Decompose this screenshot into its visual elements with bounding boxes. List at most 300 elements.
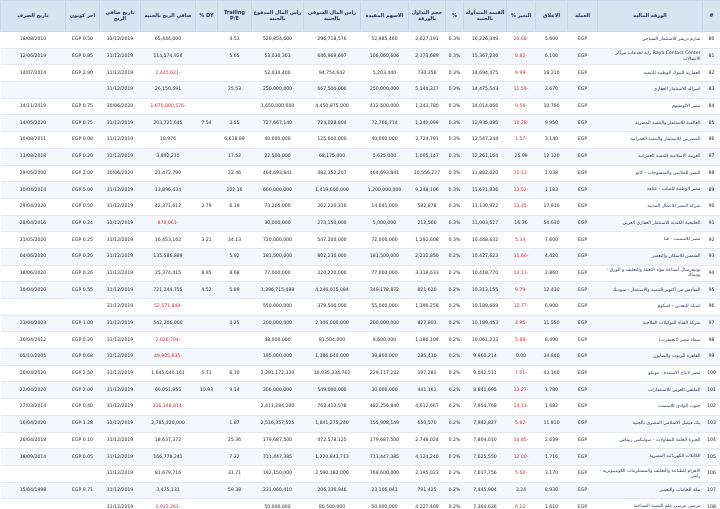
column-header[interactable]: اخر كوبون <box>66 1 100 32</box>
table-cell: EGP 0.55 <box>66 282 100 299</box>
table-cell: 91 <box>703 215 720 232</box>
security-name-cell: الملتقي العربي للاستثمارات <box>598 382 703 399</box>
column-header[interactable]: DY % <box>196 1 218 32</box>
column-header[interactable]: حجم التداول بالورقة <box>409 1 446 32</box>
table-cell: 0.3% <box>446 48 464 65</box>
table-cell: 179,687,500 <box>252 432 304 449</box>
table-cell: -13.35 <box>507 198 536 215</box>
table-cell: -13.52 <box>507 182 536 199</box>
table-cell: -49,905,835 <box>141 349 196 366</box>
table-cell: EGP 0.25 <box>66 232 100 249</box>
table-cell: EGP <box>568 248 598 265</box>
table-cell: 16,453,162 <box>141 232 196 249</box>
table-row[interactable] <box>1 332 720 349</box>
table-cell: 10,061,233 <box>464 332 507 349</box>
table-cell: 10,189,669 <box>464 299 507 316</box>
table-cell: 1,390,258 <box>409 299 446 316</box>
table-cell: 0.2% <box>446 265 464 282</box>
table-row[interactable] <box>1 265 720 282</box>
table-cell: 26,150,591 <box>141 82 196 99</box>
table-cell: 25.53 <box>218 82 252 99</box>
table-cell: 1.682 <box>536 399 568 416</box>
table-cell: -12.00 <box>507 449 536 466</box>
table-cell: EGP <box>568 299 598 316</box>
security-name-cell: الشمس للاسكان والتعمير <box>598 248 703 265</box>
table-cell: 547,200,000 <box>304 232 361 249</box>
table-cell: 2,306,000,000 <box>304 315 361 332</box>
table-row[interactable] <box>1 465 720 482</box>
table-cell: 55,000,000 <box>361 299 409 316</box>
table-cell: 31/12/2019 <box>100 415 141 432</box>
table-cell: 102 <box>703 399 720 416</box>
table-cell: 3.55 <box>218 115 252 132</box>
table-cell: 8.95 <box>196 265 218 282</box>
table-cell <box>218 65 252 82</box>
table-cell: 31/12/2019 <box>100 65 141 82</box>
table-cell: 197,281 <box>409 365 446 382</box>
table-cell: 0.2% <box>446 332 464 349</box>
table-cell: 1,645,040,161 <box>141 365 196 382</box>
table-cell: 4.25 <box>218 315 252 332</box>
table-cell: 52,985,460 <box>361 32 409 49</box>
table-cell: 12/06/2019 <box>1 48 66 65</box>
table-cell: 3,475,131 <box>141 482 196 499</box>
security-name-cell: بنك فيصل الاسلامي المصري بالجنيه <box>598 415 703 432</box>
table-cell: EGP <box>568 98 598 115</box>
table-cell: 90 <box>703 198 720 215</box>
table-row[interactable] <box>1 148 720 165</box>
table-cell: 10/08/2011 <box>1 132 66 149</box>
table-cell: 107 <box>703 482 720 499</box>
table-cell: 105 <box>703 449 720 466</box>
table-cell: EGP 0.40 <box>66 399 100 416</box>
table-cell: 30,000,000 <box>252 215 304 232</box>
table-row[interactable] <box>1 98 720 115</box>
table-cell: 0.3% <box>446 132 464 149</box>
table-cell: 3.21 <box>196 232 218 249</box>
table-cell: 0.2% <box>446 315 464 332</box>
table-cell: 16,226,349 <box>464 32 507 49</box>
table-cell: 667,500,000 <box>304 82 361 99</box>
table-cell: 3,318,633 <box>409 265 446 282</box>
table-cell: 96 <box>703 299 720 316</box>
table-cell: 3.140 <box>536 132 568 149</box>
table-cell: 0.3% <box>446 165 464 182</box>
table-cell: 14/11/2019 <box>1 98 66 115</box>
table-cell: 472,578,125 <box>304 432 361 449</box>
table-cell: EGP <box>568 182 598 199</box>
table-cell: 464,693,841 <box>361 165 409 182</box>
table-cell: 262,220,310 <box>304 198 361 215</box>
table-cell: 0.00 <box>507 349 536 366</box>
table-cell: 21,472,790 <box>141 165 196 182</box>
table-cell: 10,313,155 <box>464 282 507 299</box>
table-cell: 9,600,000 <box>361 332 409 349</box>
table-cell: -316,348,814 <box>141 399 196 416</box>
table-cell: 379,500,000 <box>304 299 361 316</box>
table-cell: -14.11 <box>507 399 536 416</box>
table-cell: 2.860 <box>536 265 568 282</box>
table-cell: 0.3% <box>446 215 464 232</box>
table-cell: 7.32 <box>218 449 252 466</box>
table-cell: 5.71 <box>196 365 218 382</box>
table-row[interactable] <box>1 32 720 49</box>
table-cell <box>218 399 252 416</box>
table-cell: EGP 0.50 <box>66 32 100 49</box>
table-cell: 14/07/2014 <box>1 65 66 82</box>
table-cell: 768,600,000 <box>361 465 409 482</box>
table-cell: 31/12/2019 <box>100 32 141 49</box>
column-header[interactable]: الورقة المالية <box>598 1 703 32</box>
table-cell: 1,240,099 <box>409 115 446 132</box>
security-name-cell: العالمية للاستثمار والتنمية المصرية <box>598 115 703 132</box>
table-cell: 103 <box>703 415 720 432</box>
table-cell: -5.82 <box>507 415 536 432</box>
table-cell: 9,960,214 <box>464 349 507 366</box>
table-cell: 14,475,543 <box>464 82 507 99</box>
table-cell: 31/12/2019 <box>100 82 141 99</box>
table-row[interactable] <box>1 449 720 466</box>
table-cell: 0.3% <box>446 182 464 199</box>
table-cell: EGP <box>568 148 598 165</box>
column-header[interactable]: القيمة المتداولة بالجنيه <box>464 1 507 32</box>
table-row[interactable] <box>1 399 720 416</box>
table-cell: 101 <box>703 382 720 399</box>
table-cell: EGP <box>568 465 598 482</box>
table-cell: 7,617,756 <box>464 465 507 482</box>
table-cell: 4.53 <box>218 32 252 49</box>
table-cell: 529,854,600 <box>252 32 304 49</box>
table-cell: 81,679,716 <box>141 465 196 482</box>
column-header[interactable]: صافي الربح بالجنيه <box>141 1 196 32</box>
table-cell: 88 <box>703 165 720 182</box>
table-cell: 3,892,215 <box>141 148 196 165</box>
table-cell: 26/04/2012 <box>1 332 66 349</box>
table-cell: EGP 2.50 <box>66 365 100 382</box>
security-name-cell: الاهرام للطباعة والتغليف والمستلزمات الكومبيوترية - رامي <box>598 465 703 482</box>
table-cell: -1.57 <box>507 132 536 149</box>
table-cell: 5.600 <box>536 32 568 49</box>
table-cell: 349,178,872 <box>361 282 409 299</box>
table-cell: EGP 2.00 <box>66 165 100 182</box>
table-row[interactable] <box>1 299 720 316</box>
table-cell: 18/06/2020 <box>1 265 66 282</box>
table-cell: -52,571,849 <box>141 299 196 316</box>
table-row[interactable] <box>1 499 720 509</box>
table-cell: 6.10 <box>218 365 252 382</box>
table-cell: 550,000,000 <box>252 299 304 316</box>
table-cell: 12,935,085 <box>464 115 507 132</box>
security-name-cell: المصريين للاستثمار والتنمية العمرانية <box>598 132 703 149</box>
table-cell: 220,220,000 <box>304 265 361 282</box>
table-cell: 1.610 <box>536 499 568 509</box>
table-cell: 86 <box>703 132 720 149</box>
table-row[interactable] <box>1 65 720 82</box>
table-cell: -9.79 <box>507 282 536 299</box>
table-row[interactable] <box>1 432 720 449</box>
table-row[interactable] <box>1 315 720 332</box>
table-cell: 23/04/2003 <box>1 315 66 332</box>
table-cell: 721,244,755 <box>141 282 196 299</box>
table-cell: EGP 0.20 <box>66 332 100 349</box>
table-row[interactable] <box>1 215 720 232</box>
table-cell: -11.59 <box>507 82 536 99</box>
column-header[interactable]: % <box>446 1 464 32</box>
table-cell: 14,014,066 <box>464 98 507 115</box>
table-cell: 727,667,140 <box>252 115 304 132</box>
table-cell: 0.3% <box>446 198 464 215</box>
table-row[interactable] <box>1 48 720 65</box>
table-cell: -2,445,621 <box>141 65 196 82</box>
table-cell: -8.82 <box>507 48 536 65</box>
table-cell: 791,425 <box>409 482 446 499</box>
table-cell: EGP 0.75 <box>66 98 100 115</box>
security-name-cell: مصر للاسمنت - قنا <box>598 232 703 249</box>
table-cell: 18,637,372 <box>141 432 196 449</box>
table-cell: 412,500,000 <box>361 98 409 115</box>
table-cell: 31.71 <box>218 465 252 482</box>
table-cell <box>1 465 66 482</box>
table-cell: 31/12/2019 <box>100 265 141 282</box>
table-cell <box>196 32 218 49</box>
security-name-cell: مرسى مرسي علم للتنمية السياحية <box>598 499 703 509</box>
table-cell: 2,590,182,000 <box>304 465 361 482</box>
table-cell: 50,000,000 <box>252 499 304 509</box>
table-cell: 25.99 <box>507 148 536 165</box>
column-header[interactable]: Trailing P/E <box>218 1 252 32</box>
column-header[interactable]: العملة <box>568 1 598 32</box>
table-cell: 0.2% <box>446 248 464 265</box>
table-cell: 7.54 <box>196 115 218 132</box>
table-cell: 4.420 <box>536 248 568 265</box>
table-cell: 1,292,608 <box>409 232 446 249</box>
table-cell: 181,500,000 <box>361 248 409 265</box>
table-cell <box>1 299 66 316</box>
table-cell: 31/12/2019 <box>100 482 141 499</box>
table-cell: 3.24 <box>507 482 536 499</box>
table-cell: 5.65 <box>218 48 252 65</box>
table-row[interactable] <box>1 349 720 366</box>
table-cell <box>196 215 218 232</box>
table-row[interactable] <box>1 182 720 199</box>
table-cell: 4.52 <box>196 282 218 299</box>
table-cell: -1,915,261 <box>141 499 196 509</box>
table-cell: 9.950 <box>536 115 568 132</box>
table-cell: 10,427,623 <box>464 248 507 265</box>
table-cell: 40,000,000 <box>252 132 304 149</box>
table-body <box>1 32 720 509</box>
table-cell: 0.3% <box>446 115 464 132</box>
table-cell: 5.92 <box>218 248 252 265</box>
table-cell: 203,721,645 <box>141 115 196 132</box>
table-row[interactable] <box>1 232 720 249</box>
table-cell: EGP <box>568 165 598 182</box>
table-cell: 6.100 <box>536 48 568 65</box>
table-cell: 77,000,000 <box>252 265 304 282</box>
table-cell: 0.2% <box>446 499 464 509</box>
table-cell: 2,627,191 <box>409 32 446 49</box>
table-row[interactable] <box>1 248 720 265</box>
table-cell <box>196 48 218 65</box>
table-cell: 1,841,275,240 <box>304 415 361 432</box>
table-cell: 5,000,000 <box>361 215 409 232</box>
table-cell: 16.36 <box>507 215 536 232</box>
table-cell: 549,000,000 <box>304 382 361 399</box>
table-row[interactable] <box>1 282 720 299</box>
table-row[interactable] <box>1 165 720 182</box>
table-cell: EGP 5.00 <box>66 182 100 199</box>
column-header[interactable]: راس المال المدفوع بالجنيه <box>252 1 304 32</box>
table-row[interactable] <box>1 482 720 499</box>
table-cell: 10,448,632 <box>464 232 507 249</box>
table-cell: EGP 0.26 <box>66 265 100 282</box>
table-cell: 18,976 <box>141 132 196 149</box>
table-cell: 31/12/2019 <box>100 232 141 249</box>
table-cell: 285,430 <box>409 349 446 366</box>
table-cell: 0.3% <box>446 98 464 115</box>
table-cell: 0.3% <box>446 148 464 165</box>
table-cell: 60,051,955 <box>141 382 196 399</box>
table-cell: 646,969,697 <box>304 48 361 65</box>
table-cell: 18.210 <box>536 65 568 82</box>
table-cell: 9,248,106 <box>409 182 446 199</box>
column-header[interactable]: # <box>703 1 720 32</box>
table-cell: 8.68 <box>218 265 252 282</box>
table-cell: 104 <box>703 432 720 449</box>
table-cell: 17.910 <box>536 198 568 215</box>
table-cell: 1,650,000,000 <box>252 98 304 115</box>
table-cell: 17.52 <box>218 148 252 165</box>
table-cell: 7,954,768 <box>464 399 507 416</box>
table-cell: 59.38 <box>218 482 252 499</box>
table-cell: 1.87 <box>218 415 252 432</box>
table-cell: 5,144,317 <box>409 82 446 99</box>
table-cell: 30/06/2020 <box>100 98 141 115</box>
security-name-cell: مصر لانتاج الاسمدة - موبكو <box>598 365 703 382</box>
table-cell: 31/12/2019 <box>100 499 141 509</box>
table-cell: 14/05/2020 <box>1 115 66 132</box>
table-cell: 10,035,334,762 <box>304 365 361 382</box>
column-header[interactable]: الاغلاق <box>536 1 568 32</box>
table-cell: 72,766,714 <box>361 115 409 132</box>
table-cell <box>196 248 218 265</box>
table-cell: 31/12/2019 <box>100 299 141 316</box>
table-cell: 21/05/2020 <box>1 232 66 249</box>
table-cell: EGP <box>568 115 598 132</box>
table-cell: 8.930 <box>536 482 568 499</box>
table-cell: -5.88 <box>507 332 536 349</box>
table-cell: 05/10/2005 <box>1 349 66 366</box>
table-cell: 10.790 <box>536 98 568 115</box>
table-cell: 730,356 <box>409 65 446 82</box>
table-cell: 0.2% <box>446 365 464 382</box>
table-cell: 9,042,511 <box>464 365 507 382</box>
table-cell: 2,291,172,320 <box>252 365 304 382</box>
table-cell: 16/04/2020 <box>1 415 66 432</box>
table-cell: 12.120 <box>536 148 568 165</box>
table-cell: 1.780 <box>536 382 568 399</box>
table-cell: 6.900 <box>536 299 568 316</box>
column-header[interactable]: راس المال السوقي بالجنيه <box>304 1 361 32</box>
table-cell: EGP 0.68 <box>66 349 100 366</box>
table-cell: 34.13 <box>218 232 252 249</box>
table-cell: 31/12/2019 <box>100 432 141 449</box>
table-cell: 582,878 <box>409 198 446 215</box>
table-cell: 31/12/2019 <box>100 332 141 349</box>
table-row[interactable] <box>1 115 720 132</box>
table-cell: 0.2% <box>446 299 464 316</box>
table-cell: 31/12/2019 <box>100 315 141 332</box>
table-cell <box>66 465 100 482</box>
table-cell: 206,336,946 <box>304 482 361 499</box>
table-cell: EGP 2.00 <box>66 382 100 399</box>
table-cell: 650,570 <box>409 415 446 432</box>
table-cell: 195,000,000 <box>252 349 304 366</box>
security-name-cell: القاهرة للزيوت والصابون <box>598 349 703 366</box>
table-cell: 83 <box>703 82 720 99</box>
security-name-cell: اسيك للتعدين - اسكوم <box>598 299 703 316</box>
table-cell: 31/12/2019 <box>100 282 141 299</box>
table-cell: 52,034,400 <box>252 65 304 82</box>
column-header[interactable]: تاريخ الصرف <box>1 1 66 32</box>
table-cell: 42,371,612 <box>141 198 196 215</box>
table-cell: 542,206,000 <box>141 315 196 332</box>
column-header[interactable]: تاريخ صافي الربح <box>100 1 141 32</box>
table-cell: 2,195,023 <box>409 465 446 482</box>
table-cell: 10,418,770 <box>464 265 507 282</box>
table-cell <box>196 132 218 149</box>
table-cell: 821,620 <box>409 282 446 299</box>
table-cell: 0.3% <box>446 65 464 82</box>
table-row[interactable] <box>1 365 720 382</box>
table-cell: 250,000,000 <box>252 82 304 99</box>
table-cell: 7,942,827 <box>464 415 507 432</box>
table-cell: 1,386,640,000 <box>304 349 361 366</box>
table-cell: 50,000,000 <box>361 499 409 509</box>
table-cell: 31/12/2019 <box>100 248 141 265</box>
table-cell: 31/12/2019 <box>100 449 141 466</box>
table-cell: 2,373,689 <box>409 48 446 65</box>
table-row[interactable] <box>1 82 720 99</box>
table-cell: -13.27 <box>507 382 536 399</box>
table-row[interactable] <box>1 132 720 149</box>
table-cell <box>196 165 218 182</box>
table-cell: 81,504,000 <box>304 332 361 349</box>
column-header[interactable]: التغير % <box>507 1 536 32</box>
table-cell <box>218 499 252 509</box>
table-cell: 1,243,780 <box>409 98 446 115</box>
table-cell: 34.840 <box>536 349 568 366</box>
table-cell: 3,724,791 <box>409 132 446 149</box>
table-row[interactable] <box>1 382 720 399</box>
table-row[interactable] <box>1 198 720 215</box>
table-cell: EGP 1.00 <box>66 315 100 332</box>
table-cell: 68,175,000 <box>304 148 361 165</box>
column-header[interactable]: الاسهم المقيدة <box>361 1 409 32</box>
table-cell: EGP <box>568 265 598 282</box>
table-cell: 212,560 <box>409 215 446 232</box>
table-cell <box>196 482 218 499</box>
table-cell: -12.11 <box>507 165 536 182</box>
table-row[interactable] <box>1 415 720 432</box>
table-cell: 81 <box>703 48 720 65</box>
table-cell <box>196 349 218 366</box>
table-cell <box>196 315 218 332</box>
table-cell <box>218 299 252 316</box>
table-cell: 10.93 <box>196 382 218 399</box>
table-cell: 31/12/2019 <box>100 382 141 399</box>
table-cell: 3.170 <box>536 465 568 482</box>
